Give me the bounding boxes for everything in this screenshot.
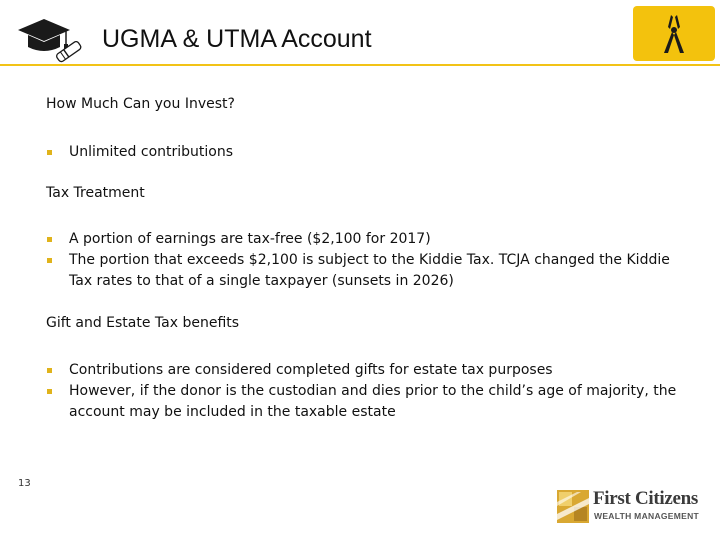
pliers-icon bbox=[655, 13, 693, 55]
logo-mark-icon bbox=[557, 488, 589, 525]
bullet-item: Unlimited contributions bbox=[46, 142, 686, 163]
logo-name: First Citizens bbox=[593, 488, 699, 509]
slide-content bbox=[46, 95, 686, 423]
section-heading-gift: Gift and Estate Tax benefits bbox=[46, 315, 240, 331]
graduation-cap-diploma-icon bbox=[14, 14, 84, 64]
gift-bullets bbox=[46, 360, 686, 423]
company-logo bbox=[557, 488, 707, 526]
logo-subtitle: WEALTH MANAGEMENT bbox=[594, 511, 700, 521]
pliers-badge bbox=[633, 6, 715, 61]
header-divider bbox=[0, 64, 720, 66]
invest-bullets bbox=[46, 142, 686, 163]
bullet-item: A portion of earnings are tax-free ($2,100 for 2017) bbox=[46, 229, 686, 250]
bullet-item: Contributions are considered completed gifts for estate tax purposes bbox=[46, 360, 686, 381]
slide-header bbox=[0, 0, 720, 72]
page-number: 13 bbox=[18, 478, 31, 489]
tax-bullets bbox=[46, 229, 686, 292]
section-heading-invest: How Much Can you Invest? bbox=[46, 96, 235, 112]
page-title: UGMA & UTMA Account bbox=[102, 25, 372, 53]
bullet-item: The portion that exceeds $2,100 is subject to the Kiddie Tax. TCJA changed the Kiddie Tax rates to that of a single taxpayer (sunsets in 2026) bbox=[46, 250, 686, 292]
bullet-item: However, if the donor is the custodian and dies prior to the child’s age of majority, the account may be included in the taxable estate bbox=[46, 381, 686, 423]
section-heading-tax: Tax Treatment bbox=[46, 185, 145, 201]
